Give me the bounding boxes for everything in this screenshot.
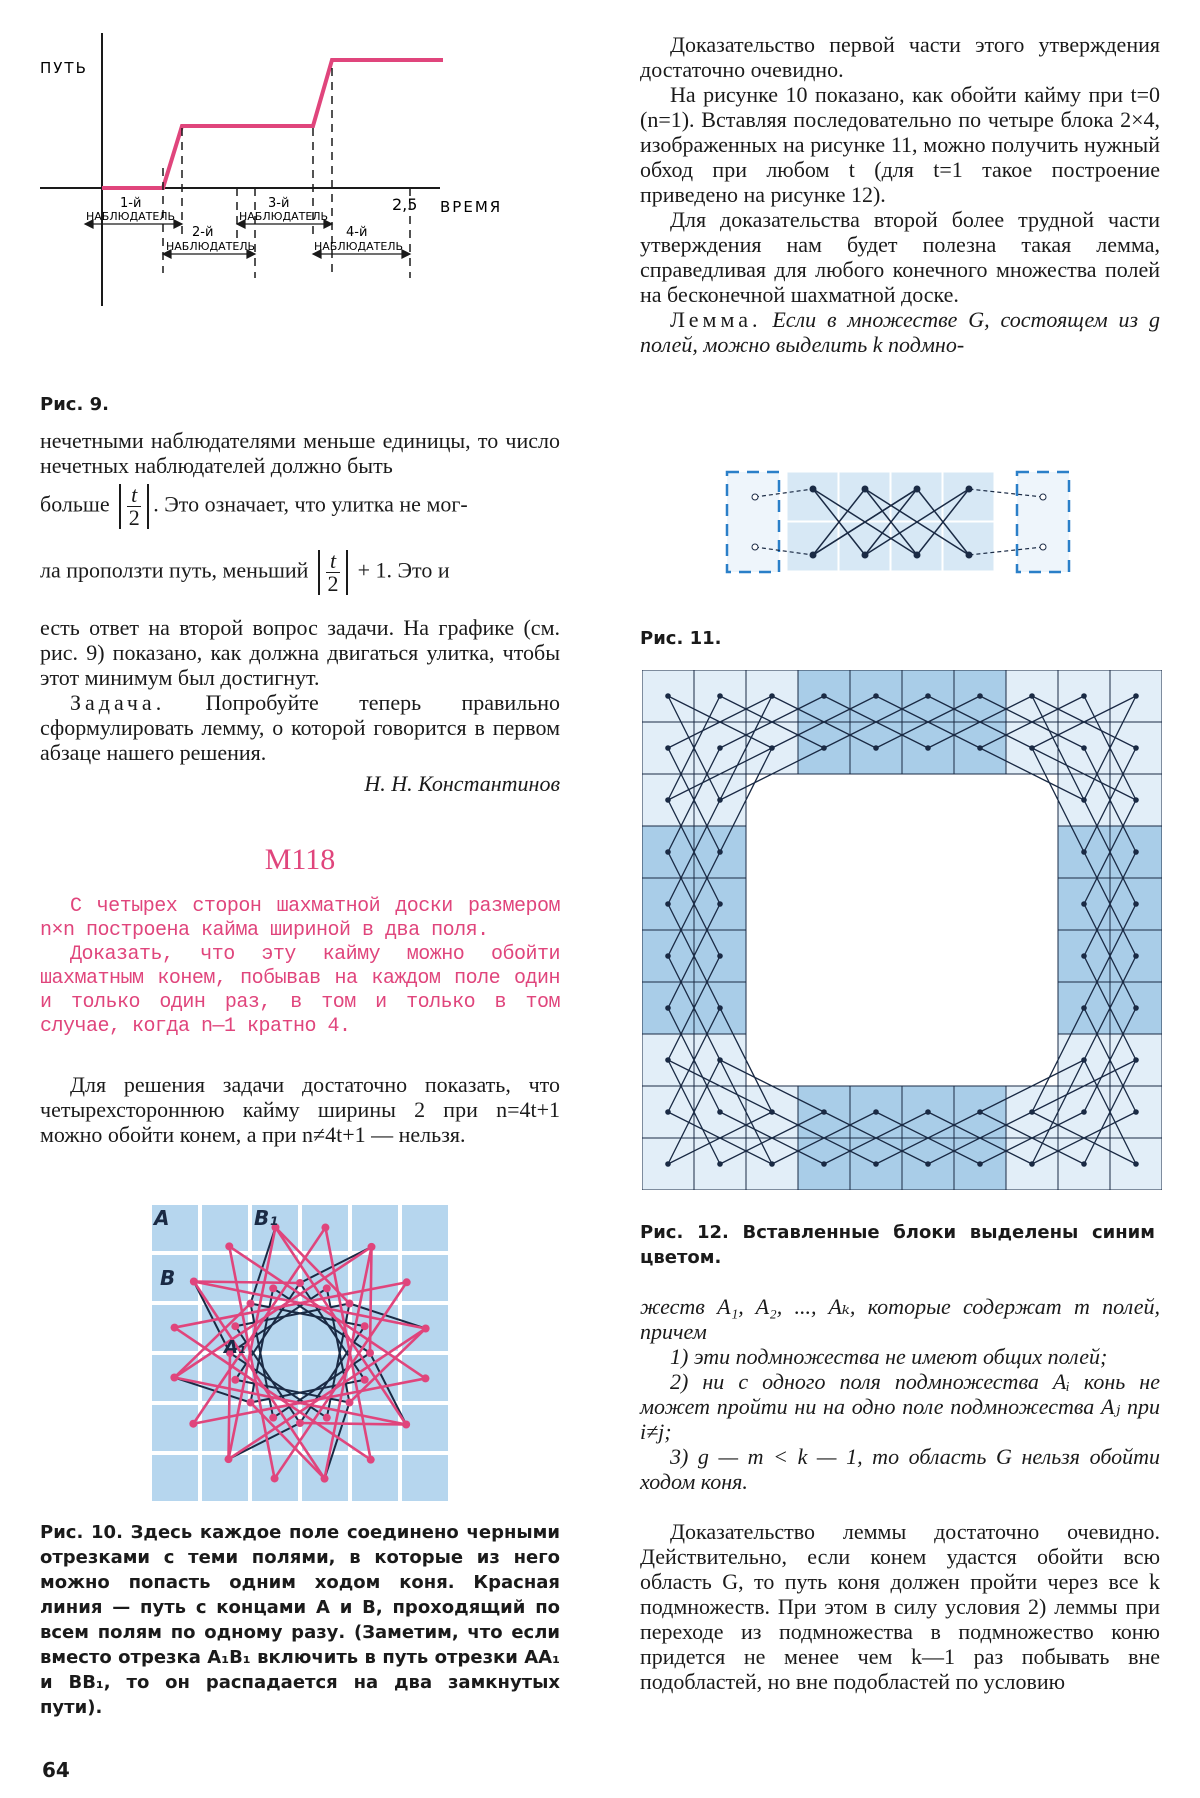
figure-9-caption: Рис. 9. (40, 394, 109, 415)
square-dot (977, 1109, 983, 1115)
board-cell (402, 1455, 448, 1501)
square-dot (361, 1322, 369, 1330)
square-dot (1133, 1005, 1139, 1011)
knight-path-line (370, 1247, 372, 1353)
task-text: Попробуйте теперь правильно сформулировать лемму, о которой говорится в первом абзаце нашего решения. (40, 690, 560, 765)
block-cell (787, 522, 838, 571)
square-dot (977, 1161, 983, 1167)
square-dot (1133, 797, 1139, 803)
figure-12-caption: Рис. 12. Вставленные блоки выделены синим цветом. (640, 1222, 1155, 1268)
square-dot (665, 1161, 671, 1167)
square-dot (296, 1279, 304, 1287)
square-dot (665, 797, 671, 803)
square-dot (1133, 745, 1139, 751)
block-cell (943, 472, 994, 521)
square-dot (1133, 953, 1139, 959)
square-dot (769, 693, 775, 699)
fraction-denominator: 2 (327, 571, 339, 596)
figure-11-caption: Рис. 11. (640, 628, 722, 649)
figure-10-caption: Рис. 10. Здесь каждое поле соединено черными отрезками с теми полями, в которые из него можно попасть одним ходом коня. Красная линия — путь с концами A и B, проходящий по всем полям по одному разу. (Заметим, что если вместо отрезка A₁B₁ включить в путь отрезки AA₁ и BB₁, то он распадается на два замкнутых пути). (40, 1522, 560, 1718)
board-cell (152, 1405, 198, 1451)
formula-1-suffix: . Это означает, что улитка не мог- (153, 491, 468, 517)
open-dot (752, 544, 758, 550)
square-dot (403, 1278, 411, 1286)
square-dot (873, 1161, 879, 1167)
square-dot (717, 1005, 723, 1011)
square-dot (821, 693, 827, 699)
label-a1: A₁ (224, 1337, 246, 1358)
observer-4-label: НАБЛЮДАТЕЛЬ (314, 240, 404, 253)
observer-2-num: 2-й (192, 225, 214, 240)
block-cell (891, 522, 942, 571)
square-dot (1029, 1109, 1035, 1115)
square-dot (925, 1161, 931, 1167)
square-dot (321, 1224, 329, 1232)
square-dot (1081, 901, 1087, 907)
problem-statement-1: С четырех сторон шахматной доски размером n×n построена кайма шириной в два поля. (40, 895, 560, 942)
square-dot (224, 1455, 232, 1463)
square-dot (402, 1421, 410, 1429)
left-paragraph-5: Для решения задачи достаточно показать, что четырехстороннюю кайму ширины 2 при n=4t+1 можно обойти конем, а при n≠4t+1 — нельзя. (40, 1072, 560, 1147)
block-cell (943, 522, 994, 571)
left-text-block-2 (40, 615, 560, 796)
fraction-bracket-1 (119, 484, 149, 529)
square-dot (914, 552, 921, 559)
square-dot (231, 1322, 239, 1330)
open-dot (1040, 544, 1046, 550)
square-dot (717, 1161, 723, 1167)
left-text-block-3 (40, 1072, 560, 1147)
square-dot (925, 1109, 931, 1115)
square-dot (665, 745, 671, 751)
square-dot (171, 1324, 179, 1332)
board-cell (202, 1455, 248, 1501)
square-dot (821, 1161, 827, 1167)
board-cell (352, 1205, 398, 1251)
square-dot (821, 1109, 827, 1115)
left-formula-line-1 (40, 484, 560, 529)
y-axis-label: ПУТЬ (40, 59, 88, 77)
square-dot (421, 1374, 429, 1382)
square-dot (717, 901, 723, 907)
square-dot (925, 693, 931, 699)
square-dot (1133, 693, 1139, 699)
right-paragraph-1: Доказательство первой части этого утверждения достаточно очевидно. (640, 32, 1160, 82)
square-dot (366, 1349, 374, 1357)
lemma-paragraph (640, 307, 1160, 357)
square-dot (1081, 1109, 1087, 1115)
square-dot (862, 552, 869, 559)
square-dot (665, 1005, 671, 1011)
board-cell (202, 1405, 248, 1451)
left-text-block-1 (40, 428, 560, 478)
square-dot (1081, 953, 1087, 959)
square-dot (873, 693, 879, 699)
figure-10-board (150, 1203, 450, 1503)
square-dot (368, 1243, 376, 1251)
square-dot (862, 486, 869, 493)
square-dot (225, 1242, 233, 1250)
right-paragraph-4: жеств A₁, A₂, ..., Aₖ, которые содержат m полей, причем (640, 1294, 1160, 1344)
square-dot (170, 1374, 178, 1382)
square-dot (665, 693, 671, 699)
square-dot (769, 745, 775, 751)
square-dot (296, 1419, 304, 1427)
observer-1-label: НАБЛЮДАТЕЛЬ (86, 210, 176, 223)
square-dot (717, 797, 723, 803)
task-word: Задача. (70, 690, 166, 715)
square-dot (717, 693, 723, 699)
board-cell (352, 1455, 398, 1501)
open-dot (1040, 494, 1046, 500)
square-dot (247, 1300, 255, 1308)
formula-2-suffix: + 1. Это и (357, 557, 450, 583)
square-dot (189, 1420, 197, 1428)
square-dot (1081, 797, 1087, 803)
board-cell (202, 1255, 248, 1301)
dashed-frame (1017, 472, 1069, 572)
right-paragraph-2: На рисунке 10 показано, как обойти кайму при t=0 (n=1). Вставляя последовательно по четыре блока 2×4, изображенных на рисунке 11, можно получить нужный обход при любом t (для t=1 такое построение приведено на рисунке 12). (640, 82, 1160, 207)
square-dot (665, 1109, 671, 1115)
square-dot (1133, 1109, 1139, 1115)
square-dot (1133, 1057, 1139, 1063)
square-dot (1081, 693, 1087, 699)
square-dot (1081, 1005, 1087, 1011)
square-dot (717, 849, 723, 855)
knight-path-line (228, 1353, 230, 1459)
figure-11-block (725, 462, 1075, 592)
right-paragraph-5: Доказательство леммы достаточно очевидно. Действительно, если конем удастся обойти всю область G, то путь коня должен пройти через все k подмножеств. При этом в силу условия 2) леммы при переходе из подмножества в подмножество коню придется не менее чем k—1 раз побывать вне подобластей, но вне подобластей по условию (640, 1519, 1160, 1694)
square-dot (769, 1109, 775, 1115)
page-number: 64 (42, 1758, 70, 1782)
label-b: B (160, 1266, 176, 1290)
square-dot (1081, 745, 1087, 751)
snail-path-line (102, 60, 443, 188)
knight-path-line (194, 1281, 300, 1283)
lemma-text: Если в множестве G, состоящем из g полей, можно выделить k подмно- (640, 307, 1160, 357)
square-dot (717, 1109, 723, 1115)
square-dot (665, 1057, 671, 1063)
fraction-bracket-2 (318, 550, 348, 595)
author-name: Н. Н. Константинов (364, 771, 560, 796)
lemma-condition-2: 2) ни с одного поля подмножества Aᵢ конь не может пройти ни на одно поле подмножества Aⱼ при i≠j; (640, 1369, 1160, 1444)
square-dot (1081, 849, 1087, 855)
figure-12-border (642, 670, 1162, 1190)
square-dot (345, 1300, 353, 1308)
square-dot (1133, 1161, 1139, 1167)
square-dot (1081, 1057, 1087, 1063)
knight-path-line (300, 1423, 406, 1425)
lemma-word: Лемма. (670, 307, 762, 332)
square-dot (1029, 693, 1035, 699)
square-dot (821, 745, 827, 751)
figure-9-graph (40, 28, 580, 318)
square-dot (873, 1109, 879, 1115)
square-dot (914, 486, 921, 493)
observer-1-num: 1-й (120, 196, 142, 211)
square-dot (810, 486, 817, 493)
square-dot (1029, 1161, 1035, 1167)
fraction-denominator: 2 (128, 505, 140, 530)
observer-4-num: 4-й (346, 225, 368, 240)
square-dot (717, 745, 723, 751)
square-dot (665, 901, 671, 907)
board-cell (402, 1405, 448, 1451)
square-dot (769, 1161, 775, 1167)
square-dot (271, 1474, 279, 1482)
right-text-block-3 (640, 1519, 1160, 1694)
problem-statement (40, 895, 560, 1039)
observer-3-num: 3-й (268, 196, 290, 211)
lemma-condition-3: 3) g — m < k — 1, то область G нельзя обойти ходом коня. (640, 1444, 1160, 1494)
square-dot (810, 552, 817, 559)
board-cell (152, 1455, 198, 1501)
square-dot (977, 693, 983, 699)
right-text-block-2 (640, 1294, 1160, 1494)
label-b1: B₁ (254, 1206, 279, 1230)
square-dot (966, 486, 973, 493)
board-cell (352, 1405, 398, 1451)
square-dot (966, 552, 973, 559)
label-a: A (154, 1206, 170, 1230)
square-dot (873, 745, 879, 751)
lemma-condition-1: 1) эти подмножества не имеют общих полей; (670, 1344, 1108, 1369)
square-dot (323, 1284, 331, 1292)
square-dot (190, 1277, 198, 1285)
dashed-frame (727, 472, 779, 572)
square-dot (323, 1414, 331, 1422)
square-dot (665, 953, 671, 959)
fraction-numerator: t (127, 484, 141, 507)
x-axis-label: ВРЕМЯ (440, 198, 503, 216)
left-formula-line-2 (40, 550, 560, 595)
square-dot (665, 849, 671, 855)
square-dot (247, 1398, 255, 1406)
fraction-numerator: t (326, 550, 340, 573)
square-dot (422, 1324, 430, 1332)
observer-3-label: НАБЛЮДАТЕЛЬ (239, 210, 329, 223)
square-dot (717, 1057, 723, 1063)
block-cell (839, 522, 890, 571)
right-text-block-1 (640, 32, 1160, 357)
left-paragraph-1: нечетными наблюдателями меньше единицы, то число нечетных наблюдателей должно быть (40, 428, 560, 478)
board-cell (402, 1255, 448, 1301)
square-dot (925, 745, 931, 751)
board-cell (402, 1205, 448, 1251)
square-dot (977, 745, 983, 751)
block-cell (891, 472, 942, 521)
square-dot (345, 1398, 353, 1406)
formula-2-prefix: ла проползти путь, меньший (40, 557, 309, 583)
left-paragraph-4: есть ответ на второй вопрос задачи. На графике (см. рис. 9) показано, как должна двигаться улитка, чтобы этот минимум был достигнут. (40, 615, 560, 690)
square-dot (1133, 849, 1139, 855)
open-dot (752, 494, 758, 500)
square-dot (717, 953, 723, 959)
square-dot (231, 1376, 239, 1384)
square-dot (269, 1284, 277, 1292)
problem-statement-2: Доказать, что эту кайму можно обойти шахматным конем, побывав на каждом поле один и только один раз, в том и только в том случае, когда n—1 кратно 4. (40, 943, 560, 1038)
square-dot (367, 1456, 375, 1464)
square-dot (361, 1376, 369, 1384)
square-dot (1081, 1161, 1087, 1167)
formula-1-prefix: больше (40, 491, 110, 517)
square-dot (1133, 901, 1139, 907)
right-paragraph-3: Для доказательства второй более трудной части утверждения нам будет полезна такая лемма, справедливая для любого конечного множества полей на бесконечной шахматной доске. (640, 207, 1160, 307)
problem-heading: М118 (264, 843, 336, 876)
observer-2-label: НАБЛЮДАТЕЛЬ (166, 240, 256, 253)
block-cell (787, 472, 838, 521)
tick-label: 2,5 (392, 195, 418, 214)
task-paragraph (40, 690, 560, 765)
board-cell (352, 1255, 398, 1301)
board-cell (202, 1205, 248, 1251)
square-dot (269, 1414, 277, 1422)
block-cell (839, 472, 890, 521)
square-dot (321, 1475, 329, 1483)
square-dot (1029, 745, 1035, 751)
